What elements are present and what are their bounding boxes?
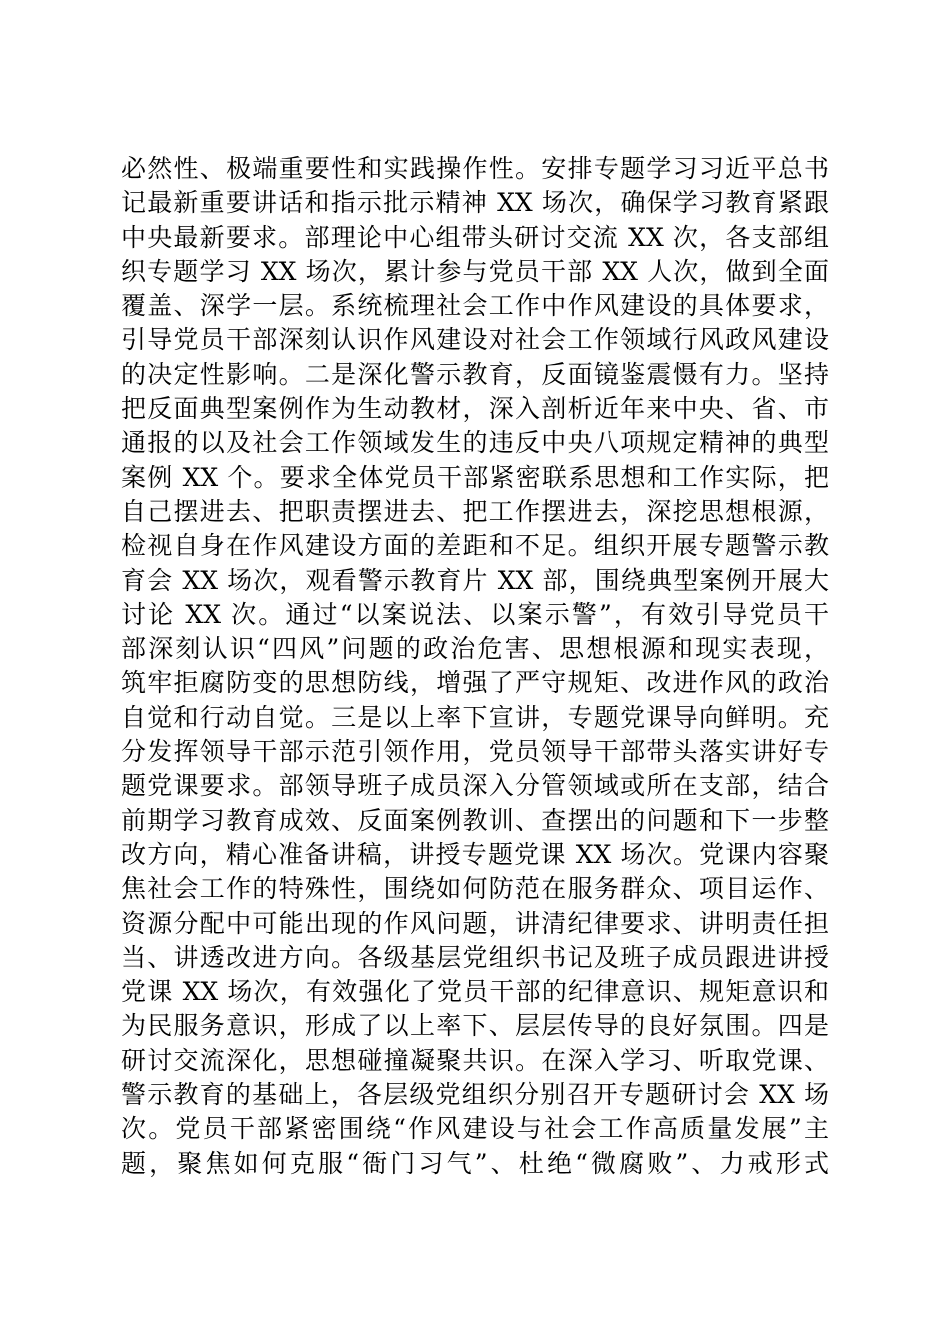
text-line-16: 筑牢拒腐防变的思想防线，增强了严守规矩、改进作风的政治 (121, 668, 829, 698)
text-line-1: 必然性、极端重要性和实践操作性。安排专题学习习近平总书 (121, 154, 829, 183)
text-line-24: 当、讲透改进方向。各级基层党组织书记及班子成员跟进讲授 (121, 942, 829, 972)
text-line-27: 研讨交流深化，思想碰撞凝聚共识。在深入学习、听取党课、 (121, 1045, 829, 1075)
text-line-10: 案例 XX 个。要求全体党员干部紧密联系思想和工作实际，把 (121, 462, 829, 492)
text-line-26: 为民服务意识，形成了以上率下、层层传导的良好氛围。四是 (121, 1011, 829, 1041)
text-line-6: 引导党员干部深刻认识作风建设对社会工作领域行风政风建设 (121, 325, 829, 355)
text-line-20: 前期学习教育成效、反面案例教训、查摆出的问题和下一步整 (121, 805, 829, 835)
text-line-5: 覆盖、深学一层。系统梳理社会工作中作风建设的具体要求， (121, 291, 829, 321)
text-line-22: 焦社会工作的特殊性，围绕如何防范在服务群众、项目运作、 (121, 874, 829, 904)
text-line-14: 讨论 XX 次。通过“以案说法、以案示警”，有效引导党员干 (121, 599, 829, 629)
text-line-30: 题，聚焦如何克服“衙门习气”、杜绝“微腐败”、力戒形式 (121, 1148, 829, 1178)
text-line-25: 党课 XX 场次，有效强化了党员干部的纪律意识、规矩意识和 (121, 977, 829, 1007)
text-line-17: 自觉和行动自觉。三是以上率下宣讲，专题党课导向鲜明。充 (121, 702, 829, 732)
text-line-7: 的决定性影响。二是深化警示教育，反面镜鉴震慑有力。坚持 (121, 359, 829, 389)
text-line-2: 记最新重要讲话和指示批示精神 XX 场次，确保学习教育紧跟 (121, 188, 829, 218)
text-line-23: 资源分配中可能出现的作风问题，讲清纪律要求、讲明责任担 (121, 908, 829, 938)
body-text (121, 152, 829, 1181)
text-line-4: 织专题学习 XX 场次，累计参与党员干部 XX 人次，做到全面 (121, 256, 829, 286)
text-line-8: 把反面典型案例作为生动教材，深入剖析近年来中央、省、市 (121, 394, 829, 424)
text-line-18: 分发挥领导干部示范引领作用，党员领导干部带头落实讲好专 (121, 737, 829, 767)
text-line-21: 改方向，精心准备讲稿，讲授专题党课 XX 场次。党课内容聚 (121, 839, 829, 869)
text-line-9: 通报的以及社会工作领域发生的违反中央八项规定精神的典型 (121, 428, 829, 458)
text-line-11: 自己摆进去、把职责摆进去、把工作摆进去，深挖思想根源， (121, 496, 829, 526)
text-line-13: 育会 XX 场次，观看警示教育片 XX 部，围绕典型案例开展大 (121, 565, 829, 595)
text-line-29: 次。党员干部紧密围绕“作风建设与社会工作高质量发展”主 (121, 1114, 829, 1144)
text-line-3: 中央最新要求。部理论中心组带头研讨交流 XX 次，各支部组 (121, 222, 829, 252)
text-line-28: 警示教育的基础上，各层级党组织分别召开专题研讨会 XX 场 (121, 1080, 829, 1110)
text-line-15: 部深刻认识“四风”问题的政治危害、思想根源和现实表现， (121, 634, 829, 664)
text-line-19: 题党课要求。部领导班子成员深入分管领域或所在支部，结合 (121, 771, 829, 801)
text-line-12: 检视自身在作风建设方面的差距和不足。组织开展专题警示教 (121, 531, 829, 561)
